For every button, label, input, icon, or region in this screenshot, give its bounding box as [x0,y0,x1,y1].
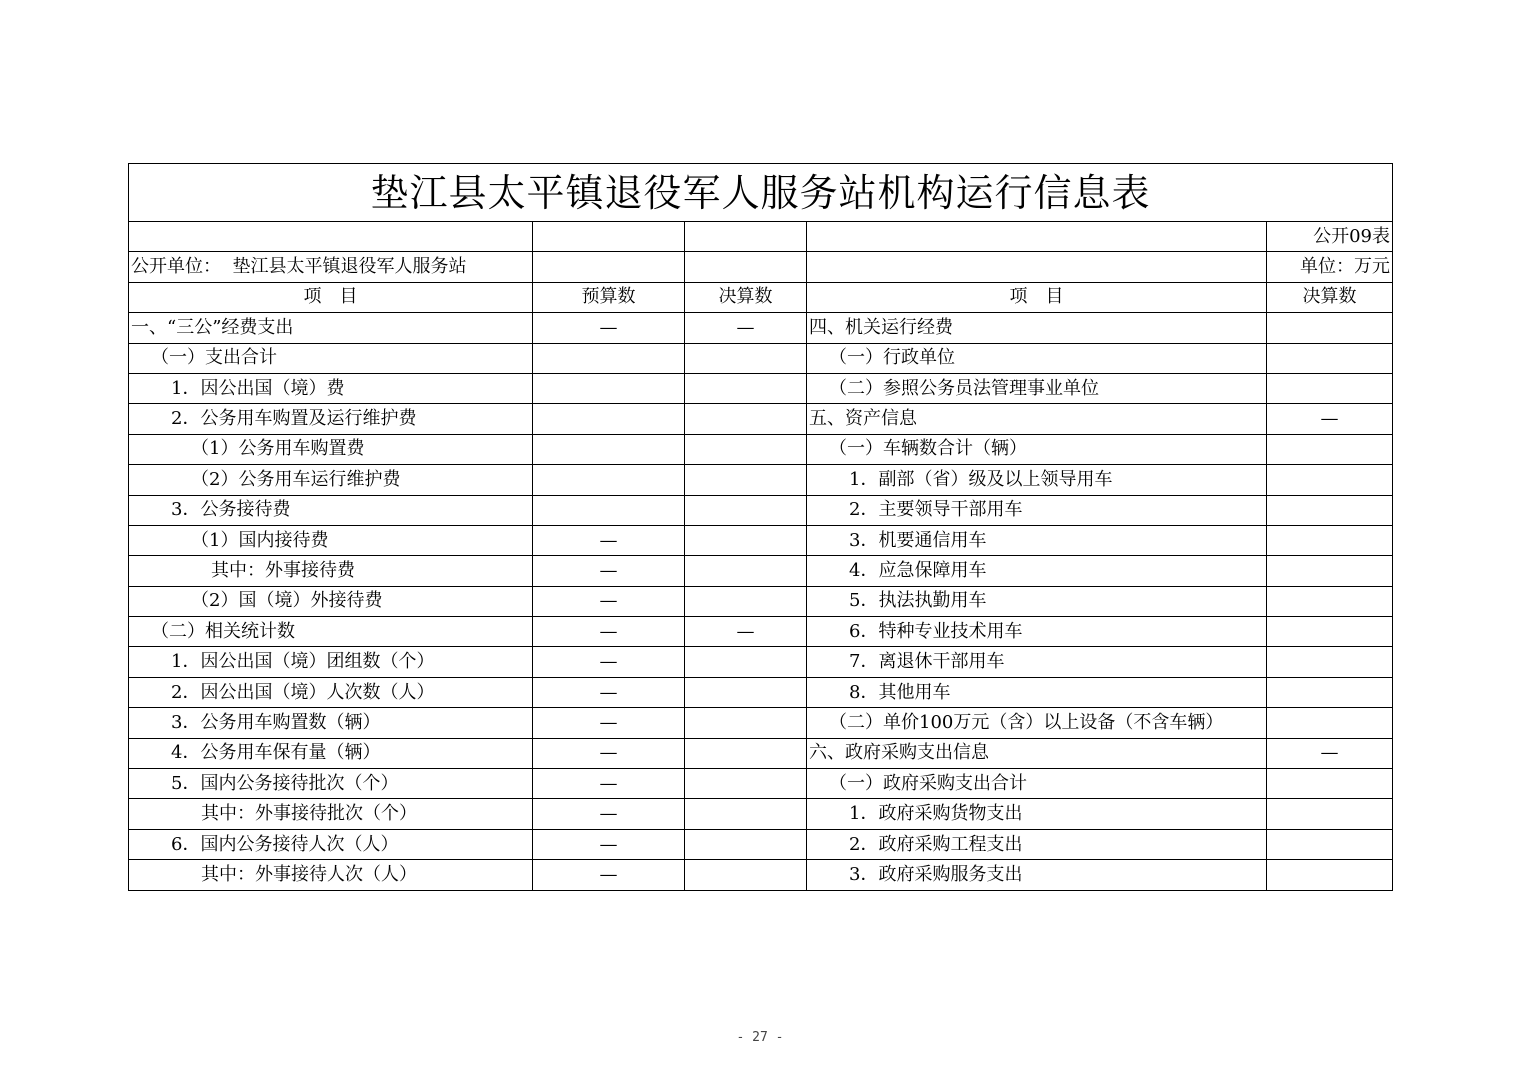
row-item-right: 四、机关运行经费 [807,313,1267,343]
row-item-left: 3．公务用车购置数（辆） [129,708,533,738]
unit-label: 公开单位： [131,256,221,278]
row-item-left: 1．因公出国（境）团组数（个） [129,647,533,677]
row-budget: — [533,586,685,616]
header-final: 决算数 [685,282,807,312]
row-final-right: — [1267,738,1393,768]
row-final-right [1267,465,1393,495]
row-item-right: 2．政府采购工程支出 [807,829,1267,859]
row-final [685,556,807,586]
row-final [685,677,807,707]
row-budget [533,434,685,464]
row-item-left: （1）国内接待费 [129,525,533,555]
row-budget: — [533,647,685,677]
table-row [129,465,1393,495]
row-final-right: — [1267,404,1393,434]
row-item-left: 6．国内公务接待人次（人） [129,829,533,859]
page-title: 垫江县太平镇退役军人服务站机构运行信息表 [129,164,1393,222]
row-final-right [1267,769,1393,799]
money-unit: 单位：万元 [1267,252,1393,282]
row-final-right [1267,313,1393,343]
row-final [685,404,807,434]
row-final [685,465,807,495]
row-final [685,525,807,555]
row-item-left: 3．公务接待费 [129,495,533,525]
table-row [129,586,1393,616]
table-row [129,708,1393,738]
row-final-right [1267,860,1393,890]
form-code: 公开09表 [1267,222,1393,252]
row-final [685,769,807,799]
table-row [129,799,1393,829]
form-code-row [129,222,1393,252]
row-final: — [685,617,807,647]
unit-name: 垫江县太平镇退役军人服务站 [232,256,467,278]
page-number: - 27 - [736,1030,784,1045]
row-budget: — [533,738,685,768]
table-row [129,769,1393,799]
row-item-left: 一、“三公”经费支出 [129,313,533,343]
table-row [129,677,1393,707]
row-final-right [1267,343,1393,373]
row-budget: — [533,525,685,555]
row-item-right: 3．机要通信用车 [807,525,1267,555]
row-final: — [685,313,807,343]
row-item-right: 4．应急保障用车 [807,556,1267,586]
row-final-right [1267,525,1393,555]
row-item-left: 2．因公出国（境）人次数（人） [129,677,533,707]
row-budget: — [533,677,685,707]
row-item-right: 7．离退休干部用车 [807,647,1267,677]
row-item-left: （2）国（境）外接待费 [129,586,533,616]
row-item-right: 六、政府采购支出信息 [807,738,1267,768]
header-budget: 预算数 [533,282,685,312]
table-row [129,373,1393,403]
row-item-right: 3．政府采购服务支出 [807,860,1267,890]
row-final [685,860,807,890]
row-final [685,647,807,677]
row-budget: — [533,708,685,738]
table-row [129,343,1393,373]
row-budget: — [533,769,685,799]
row-item-left: 5．国内公务接待批次（个） [129,769,533,799]
table-row [129,525,1393,555]
row-final-right [1267,647,1393,677]
row-item-left: 其中：外事接待人次（人） [129,860,533,890]
table-row [129,738,1393,768]
title-row [129,164,1393,222]
row-item-right: 1．副部（省）级及以上领导用车 [807,465,1267,495]
row-final [685,708,807,738]
row-final-right [1267,829,1393,859]
row-item-right: 1．政府采购货物支出 [807,799,1267,829]
row-final-right [1267,495,1393,525]
row-budget [533,495,685,525]
row-budget [533,373,685,403]
row-item-left: 其中：外事接待费 [129,556,533,586]
row-final [685,373,807,403]
row-item-left: （二）相关统计数 [129,617,533,647]
row-item-left: 其中：外事接待批次（个） [129,799,533,829]
row-budget: — [533,829,685,859]
table-row [129,860,1393,890]
row-budget: — [533,556,685,586]
row-final-right [1267,556,1393,586]
row-item-right: 五、资产信息 [807,404,1267,434]
row-item-left: 4．公务用车保有量（辆） [129,738,533,768]
row-final-right [1267,799,1393,829]
row-final [685,586,807,616]
row-item-left: （一）支出合计 [129,343,533,373]
row-item-left: 2．公务用车购置及运行维护费 [129,404,533,434]
row-item-right: （一）政府采购支出合计 [807,769,1267,799]
unit-cell [129,252,533,282]
row-item-right: （一）车辆数合计（辆） [807,434,1267,464]
row-final-right [1267,677,1393,707]
row-final-right [1267,617,1393,647]
row-item-left: 1．因公出国（境）费 [129,373,533,403]
row-final [685,495,807,525]
header-item-right: 项 目 [807,282,1267,312]
row-budget: — [533,799,685,829]
table-row [129,404,1393,434]
row-item-left: （1）公务用车购置费 [129,434,533,464]
table-row [129,434,1393,464]
row-final [685,829,807,859]
row-item-left: （2）公务用车运行维护费 [129,465,533,495]
row-budget: — [533,860,685,890]
info-table [128,163,1393,891]
table-row [129,829,1393,859]
row-budget: — [533,617,685,647]
row-final [685,799,807,829]
row-item-right: 6．特种专业技术用车 [807,617,1267,647]
row-final [685,434,807,464]
row-final-right [1267,434,1393,464]
header-final-right: 决算数 [1267,282,1393,312]
row-item-right: （二）参照公务员法管理事业单位 [807,373,1267,403]
header-row [129,282,1393,312]
row-final [685,343,807,373]
row-item-right: 8．其他用车 [807,677,1267,707]
table-row [129,313,1393,343]
row-item-right: 2．主要领导干部用车 [807,495,1267,525]
row-item-right: 5．执法执勤用车 [807,586,1267,616]
row-final-right [1267,373,1393,403]
row-final-right [1267,586,1393,616]
row-budget: — [533,313,685,343]
row-budget [533,343,685,373]
row-budget [533,465,685,495]
row-budget [533,404,685,434]
row-final [685,738,807,768]
row-item-right: （一）行政单位 [807,343,1267,373]
table-row [129,556,1393,586]
table-row [129,647,1393,677]
row-final-right [1267,708,1393,738]
row-item-right: （二）单价100万元（含）以上设备（不含车辆） [807,708,1267,738]
header-item: 项 目 [129,282,533,312]
unit-row [129,252,1393,282]
table-row [129,617,1393,647]
table-row [129,495,1393,525]
